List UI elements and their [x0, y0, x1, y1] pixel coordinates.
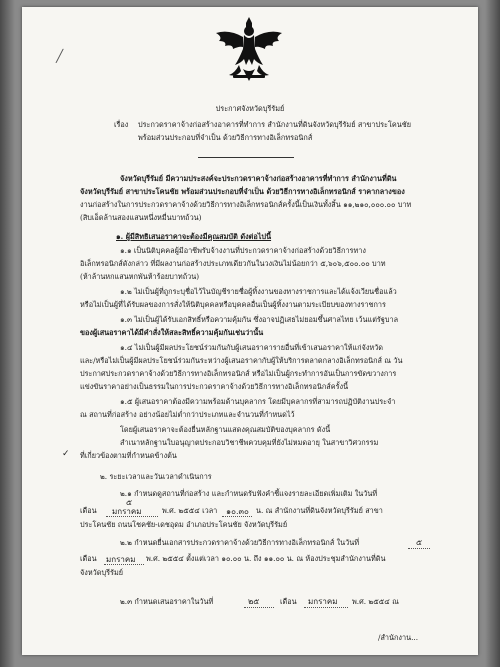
clause-2-1-tail: น. ณ สำนักงานที่ดินจังหวัดบุรีรัมย์ สาขา	[256, 506, 383, 515]
clause-2-1-year-time: พ.ศ. ๒๕๕๔ เวลา	[162, 506, 218, 515]
section-1-line: ๑.๔ ไม่เป็นผู้มีผลประโยชน์ร่วมกันกับผู้เสนอราคารายอื่นที่เข้าเสนอราคาให้แก่จังหวัด	[120, 343, 384, 352]
section-1-line: ๑.๑ เป็นนิติบุคคลผู้มีอาชีพรับจ้างงานที่ประกวดราคาจ้างก่อสร้างด้วยวิธีการทาง	[120, 246, 366, 255]
clause-2-1-month-handwritten: มกราคม	[112, 507, 142, 516]
clause-2-3-day-handwritten: ๒๕	[248, 597, 260, 606]
clause-2-3-month-handwritten: มกราคม	[308, 597, 338, 606]
continued-marker: /สำนักงาน...	[378, 633, 419, 642]
clause-2-1-line-1: ๒.๑ กำหนดดูสถานที่ก่อสร้าง และกำหนดรับฟังคำชี้แจงรายละเอียดเพิ่มเติม ในวันที่	[120, 489, 378, 498]
announcement-title: ประกาศจังหวัดบุรีรัมย์	[215, 104, 285, 113]
section-1-line: และ/หรือไม่เป็นผู้มีผลประโยชน์ร่วมกันระหว่างผู้เสนอราคากับผู้ให้บริการตลาดกลางอิเล็กทรอนิกส์ ณ วัน	[80, 356, 403, 365]
document-page	[22, 7, 478, 655]
clause-2-3-month-label: เดือน	[280, 597, 297, 606]
clause-2-2-month-label: เดือน	[80, 554, 97, 563]
clause-2-3-tail: พ.ศ. ๒๕๕๔ ณ	[352, 597, 399, 606]
garuda-emblem-icon	[213, 15, 285, 85]
clause-2-2-line-3: จังหวัดบุรีรัมย์	[80, 568, 124, 577]
intro-line-1: จังหวัดบุรีรัมย์ มีความประสงค์จะประกวดราคาจ้างก่อสร้างอาคารที่ทำการ สำนักงานที่ดิน	[120, 174, 397, 183]
clause-2-1-line-3: ประโคนชัย ถนนโชคชัย-เดชอุดม อำเภอประโคนชัย จังหวัดบุรีรัมย์	[80, 520, 288, 529]
header-divider	[198, 157, 294, 158]
clause-2-2-tail: พ.ศ. ๒๕๕๔ ตั้งแต่เวลา ๑๐.๐๐ น. ถึง ๑๑.๐๐ น. ณ ห้องประชุมสำนักงานที่ดิน	[146, 554, 386, 563]
section-1-line: ๑.๕ ผู้เสนอราคาต้องมีความพร้อมด้านบุคลากร โดยมีบุคลากรที่สามารถปฏิบัติงานประจำ	[120, 397, 396, 406]
subject-label: เรื่อง	[114, 120, 129, 129]
section-1-line: หรือไม่เป็นผู้ที่ได้รับผลของการสั่งให้นิติบุคคลหรือบุคคลอื่นเป็นผู้ทิ้งงานตามระเบียบของทางราชการ	[80, 300, 386, 309]
section-1-line: แข่งขันราคาอย่างเป็นธรรมในการประกวดราคาจ้างด้วยวิธีการทางอิเล็กทรอนิกส์ครั้งนี้	[80, 382, 349, 391]
intro-line-4: (สิบเอ็ดล้านสองแสนหนึ่งหมื่นบาทถ้วน)	[80, 213, 202, 222]
section-1-line: สำเนาหลักฐานใบอนุญาตประกอบวิชาชีพควบคุมที่ยังไม่หมดอายุ ในสาขาวิศวกรรม	[120, 438, 379, 447]
section-1-line: (ห้าล้านหกแสนหกพันห้าร้อยบาทถ้วน)	[80, 272, 200, 281]
clause-2-1-time-handwritten: ๑๐.๓๐	[226, 507, 249, 516]
clause-2-3-line-1: ๒.๓ กำหนดเสนอราคาในวันที่	[120, 597, 214, 606]
section-1-line: โดยผู้เสนอราคาจะต้องยื่นหลักฐานแสดงคุณสมบัติของบุคลากร ดังนี้	[120, 425, 331, 434]
clause-2-2-month-handwritten: มกราคม	[106, 555, 136, 564]
clause-2-2-line-1: ๒.๒ กำหนดยื่นเอกสารประกวดราคาจ้างด้วยวิธีการทางอิเล็กทรอนิกส์ ในวันที่	[120, 538, 360, 547]
section-1-heading: ๑. ผู้มีสิทธิเสนอราคาจะต้องมีคุณสมบัติ ดังต่อไปนี้	[116, 232, 272, 241]
section-1-line: ประกาศประกวดราคาจ้างด้วยวิธีการทางอิเล็กทรอนิกส์ หรือไม่เป็นผู้กระทำการอันเป็นการขัดขวางการ	[80, 369, 397, 378]
subject-line-1: ประกวดราคาจ้างก่อสร้างอาคารที่ทำการ สำนักงานที่ดินจังหวัดบุรีรัมย์ สาขาประโคนชัย	[138, 120, 411, 129]
section-1-line: อิเล็กทรอนิกส์ดังกล่าว ที่มีผลงานก่อสร้างประเภทเดียวกันในวงเงินไม่น้อยกว่า ๕,๖๐๖,๕๐๐.๐๐ บาท	[80, 259, 386, 268]
section-1-line: ๑.๓ ไม่เป็นผู้ได้รับเอกสิทธิ์หรือความคุ้มกัน ซึ่งอาจปฏิเสธไม่ยอมขึ้นศาลไทย เว้นแต่รัฐบาล	[120, 315, 399, 324]
pen-mark: ╱	[56, 49, 64, 63]
section-1-line: ที่เกี่ยวข้องตามที่กำหนดข้างต้น	[80, 451, 177, 460]
intro-line-3: งานก่อสร้างในการประกวดราคาจ้างด้วยวิธีการทางอิเล็กทรอนิกส์ครั้งนี้เป็นเงินทั้งสิ้น ๑๑,๒๑๐,๐๐๐.๐๐ บาท	[80, 200, 412, 209]
subject-line-2: พร้อมส่วนประกอบที่จำเป็น ด้วยวิธีการทางอิเล็กทรอนิกส์	[138, 133, 313, 142]
intro-line-2: จังหวัดบุรีรัมย์ สาขาประโคนชัย พร้อมส่วนประกอบที่จำเป็น ด้วยวิธีการทางอิเล็กทรอนิกส์ ราคากลางของ	[80, 187, 405, 196]
section-1-line: ๑.๒ ไม่เป็นผู้ที่ถูกระบุชื่อไว้ในบัญชีรายชื่อผู้ทิ้งงานของทางราชการและได้แจ้งเวียนชื่อแล้ว	[120, 287, 397, 296]
clause-2-1-day-handwritten: ๕	[126, 498, 133, 507]
clause-2-2-day-handwritten: ๕	[416, 538, 423, 547]
section-2-heading: ๒. ระยะเวลาและวันเวลาดำเนินการ	[100, 472, 212, 481]
section-1-line: ณ สถานที่ก่อสร้าง อย่างน้อยไม่ต่ำกว่าประเภทและจำนวนที่กำหนดไว้	[80, 410, 295, 419]
section-1-line: ของผู้เสนอราคาได้มีคำสั่งให้สละสิทธิ์ความคุ้มกันเช่นว่านั้น	[80, 328, 264, 337]
handwritten-tick: ✓	[62, 449, 70, 459]
clause-2-1-month-label: เดือน	[80, 506, 97, 515]
